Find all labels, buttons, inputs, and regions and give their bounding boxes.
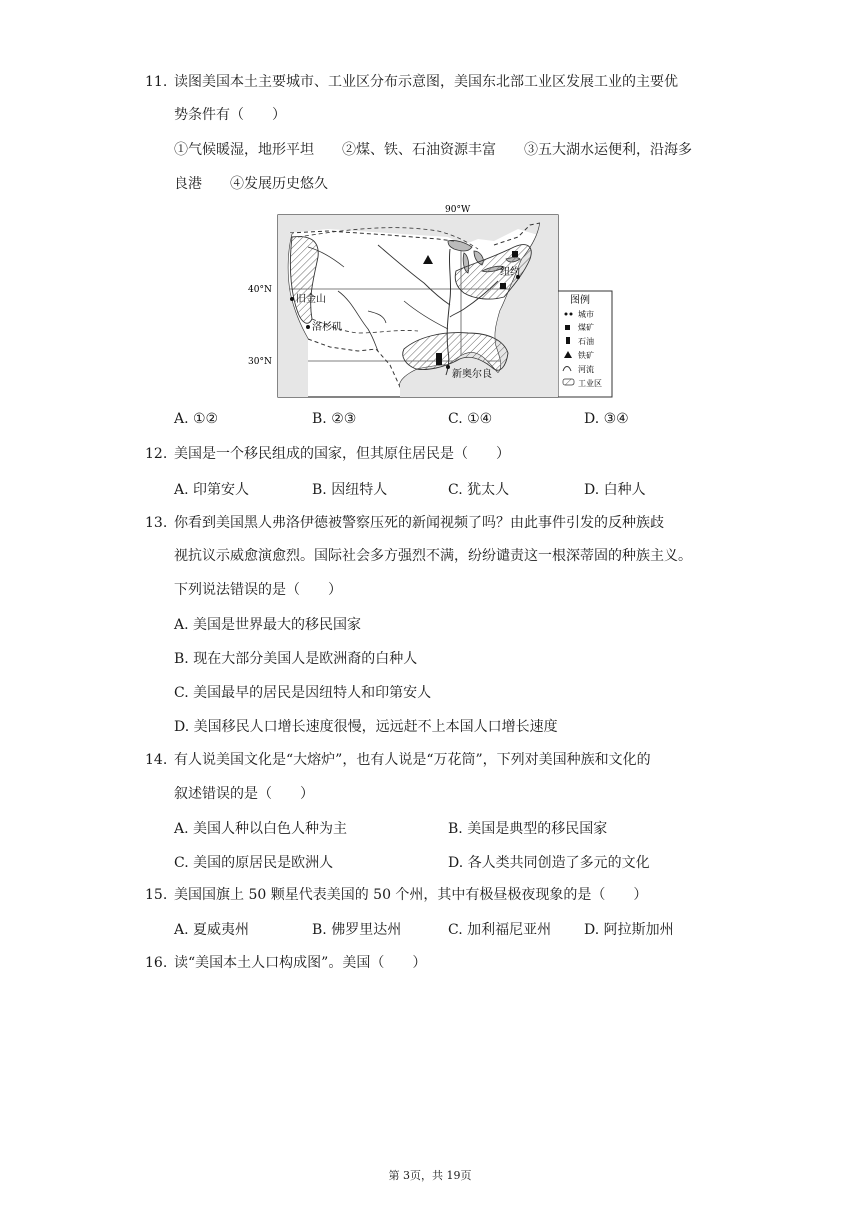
question-number: 12. bbox=[145, 446, 168, 462]
question-text: 美国国旗上 50 颗星代表美国的 50 个州，其中有极昼极夜现象的是（ ） bbox=[174, 887, 648, 903]
us-industry-map bbox=[248, 201, 616, 401]
option-c[interactable]: C. 美国最早的居民是因纽特人和印第安人 bbox=[174, 685, 432, 701]
option-b[interactable]: B. ②③ bbox=[312, 411, 357, 427]
city-label-new-york: 纽约 bbox=[500, 267, 520, 278]
option-a[interactable]: A. 美国是世界最大的移民国家 bbox=[174, 617, 362, 633]
city-label-san-francisco: 旧金山 bbox=[296, 294, 326, 305]
option-c[interactable]: C. 美国的原居民是欧洲人 bbox=[174, 855, 334, 871]
city-legend-icon bbox=[570, 313, 573, 316]
statement-text: ①气候暖湿，地形平坦 ②煤、铁、石油资源丰富 ③五大湖水运便利，沿海多 bbox=[174, 142, 692, 158]
lat-40-label: 40°N bbox=[248, 285, 272, 295]
option-b[interactable]: B. 现在大部分美国人是欧洲裔的白种人 bbox=[174, 651, 418, 667]
oil-legend-icon bbox=[566, 337, 570, 344]
question-number: 13. bbox=[145, 515, 168, 531]
option-c[interactable]: C. 犹太人 bbox=[448, 482, 510, 498]
industrial-legend-icon bbox=[563, 379, 574, 385]
option-b[interactable]: B. 因纽特人 bbox=[312, 482, 388, 498]
option-c[interactable]: C. 加利福尼亚州 bbox=[448, 922, 552, 938]
oil-icon bbox=[436, 353, 442, 365]
legend-title: 图例 bbox=[570, 295, 590, 306]
question-text: 读“美国本土人口构成图”。美国（ ） bbox=[174, 955, 427, 971]
question-text: 视抗议示威愈演愈烈。国际社会多方强烈不满，纷纷谴责这一根深蒂固的种族主义。 bbox=[174, 548, 692, 564]
page-footer: 第 3页，共 19页 bbox=[388, 1169, 472, 1182]
city-dot-new-orleans bbox=[446, 365, 450, 369]
option-c[interactable]: C. ①④ bbox=[448, 411, 493, 427]
lat-30-label: 30°N bbox=[248, 357, 272, 367]
city-label-los-angeles: 洛杉矶 bbox=[312, 322, 342, 333]
option-b[interactable]: B. 美国是典型的移民国家 bbox=[448, 821, 608, 837]
question-text: 美国是一个移民组成的国家，但其原住居民是（ ） bbox=[174, 446, 510, 462]
question-text: 读图美国本土主要城市、工业区分布示意图，美国东北部工业区发展工业的主要优 bbox=[174, 74, 678, 90]
question-number: 11. bbox=[145, 74, 168, 90]
legend-oil: 石油 bbox=[578, 337, 594, 346]
legend-industrial: 工业区 bbox=[578, 379, 602, 388]
legend-iron: 铁矿 bbox=[578, 351, 594, 360]
legend-city: 城市 bbox=[578, 310, 594, 319]
statement-text: 良港 ④发展历史悠久 bbox=[174, 176, 328, 192]
question-text: 你看到美国黑人弗洛伊德被警察压死的新闻视频了吗？由此事件引发的反种族歧 bbox=[174, 515, 664, 531]
city-dot-san-francisco bbox=[290, 297, 294, 301]
question-number: 15. bbox=[145, 887, 168, 903]
option-d[interactable]: D. 阿拉斯加州 bbox=[584, 922, 674, 938]
coal-legend-icon bbox=[565, 325, 570, 330]
option-a[interactable]: A. 印第安人 bbox=[174, 482, 250, 498]
option-a[interactable]: A. 夏威夷州 bbox=[174, 922, 250, 938]
option-a[interactable]: A. ①② bbox=[174, 411, 219, 427]
question-number: 14. bbox=[145, 752, 168, 768]
option-a[interactable]: A. 美国人种以白色人种为主 bbox=[174, 821, 348, 837]
option-d[interactable]: D. 各人类共同创造了多元的文化 bbox=[448, 855, 650, 871]
coal-mine-icon bbox=[512, 251, 518, 257]
option-d[interactable]: D. ③④ bbox=[584, 411, 629, 427]
question-text: 势条件有（ ） bbox=[174, 107, 286, 123]
question-text: 下列说法错误的是（ ） bbox=[174, 582, 342, 598]
meridian-label: 90°W bbox=[445, 205, 471, 215]
legend-river: 河流 bbox=[578, 365, 594, 374]
question-text: 叙述错误的是（ ） bbox=[174, 786, 314, 802]
city-label-new-orleans: 新奥尔良 bbox=[452, 369, 492, 380]
legend-coal: 煤矿 bbox=[578, 323, 594, 332]
coal-mine-icon bbox=[500, 283, 506, 289]
question-number: 16. bbox=[145, 955, 168, 971]
city-dot-los-angeles bbox=[306, 325, 310, 329]
option-d[interactable]: D. 白种人 bbox=[584, 482, 646, 498]
option-b[interactable]: B. 佛罗里达州 bbox=[312, 922, 402, 938]
option-d[interactable]: D. 美国移民人口增长速度很慢，远远赶不上本国人口增长速度 bbox=[174, 719, 558, 735]
question-text: 有人说美国文化是“大熔炉”，也有人说是“万花筒”，下列对美国种族和文化的 bbox=[174, 752, 651, 768]
